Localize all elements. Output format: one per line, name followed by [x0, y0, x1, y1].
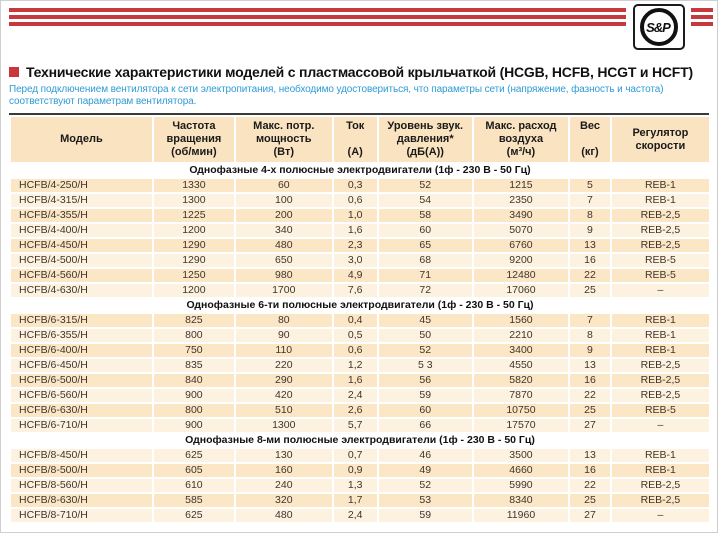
value-cell-weight: 16: [570, 464, 610, 477]
value-cell-reg: REB-1: [612, 194, 709, 207]
value-cell-weight: 25: [570, 494, 610, 507]
value-cell-weight: 22: [570, 269, 610, 282]
value-cell-noise: 52: [379, 344, 472, 357]
value-cell-power: 420: [236, 389, 332, 402]
value-cell-noise: 66: [379, 419, 472, 432]
table-row: [11, 224, 709, 237]
value-cell-reg: –: [612, 509, 709, 522]
value-cell-rpm: 1290: [154, 254, 234, 267]
value-cell-power: 340: [236, 224, 332, 237]
value-cell-airflow: 7870: [474, 389, 568, 402]
column-header-line: (кг): [581, 146, 599, 158]
value-cell-weight: 27: [570, 419, 610, 432]
value-cell-power: 100: [236, 194, 332, 207]
table-row: [11, 464, 709, 477]
value-cell-airflow: 1215: [474, 179, 568, 192]
value-cell-current: 1,7: [334, 494, 377, 507]
value-cell-weight: 13: [570, 449, 610, 462]
spec-table-wrapper: [9, 113, 709, 524]
table-row: [11, 419, 709, 432]
value-cell-rpm: 825: [154, 314, 234, 327]
value-cell-power: 220: [236, 359, 332, 372]
model-cell: HCFB/6-355/H: [11, 329, 152, 342]
value-cell-reg: REB-1: [612, 179, 709, 192]
column-header-reg: [612, 117, 709, 162]
value-cell-reg: REB-2,5: [612, 239, 709, 252]
value-cell-current: 7,6: [334, 284, 377, 297]
value-cell-reg: REB-5: [612, 269, 709, 282]
value-cell-airflow: 6760: [474, 239, 568, 252]
value-cell-power: 160: [236, 464, 332, 477]
model-cell: HCFB/6-560/H: [11, 389, 152, 402]
model-cell: HCFB/4-500/H: [11, 254, 152, 267]
model-cell: HCFB/4-250/H: [11, 179, 152, 192]
value-cell-power: 480: [236, 509, 332, 522]
value-cell-rpm: 840: [154, 374, 234, 387]
table-row: [11, 449, 709, 462]
value-cell-power: 80: [236, 314, 332, 327]
model-cell: HCFB/8-710/H: [11, 509, 152, 522]
value-cell-current: 2,4: [334, 389, 377, 402]
value-cell-power: 1700: [236, 284, 332, 297]
model-cell: HCFB/8-630/H: [11, 494, 152, 507]
value-cell-airflow: 2210: [474, 329, 568, 342]
value-cell-reg: REB-1: [612, 329, 709, 342]
value-cell-noise: 59: [379, 509, 472, 522]
model-cell: HCFB/6-315/H: [11, 314, 152, 327]
value-cell-reg: REB-2,5: [612, 224, 709, 237]
model-cell: HCFB/8-500/H: [11, 464, 152, 477]
column-header-model: [11, 117, 152, 162]
section-header-row: [11, 434, 709, 447]
model-cell: HCFB/4-315/H: [11, 194, 152, 207]
value-cell-airflow: 12480: [474, 269, 568, 282]
value-cell-power: 510: [236, 404, 332, 417]
column-header-line: Модель: [60, 133, 103, 145]
value-cell-reg: –: [612, 284, 709, 297]
value-cell-power: 480: [236, 239, 332, 252]
value-cell-noise: 45: [379, 314, 472, 327]
value-cell-rpm: 1330: [154, 179, 234, 192]
value-cell-rpm: 900: [154, 419, 234, 432]
value-cell-power: 320: [236, 494, 332, 507]
table-row: [11, 494, 709, 507]
value-cell-power: 980: [236, 269, 332, 282]
model-cell: HCFB/6-630/H: [11, 404, 152, 417]
column-header-line: (А): [347, 146, 363, 158]
value-cell-current: 1,3: [334, 479, 377, 492]
value-cell-power: 240: [236, 479, 332, 492]
red-stripes-right: [691, 8, 713, 26]
model-cell: HCFB/6-400/H: [11, 344, 152, 357]
column-header-line: мощность: [256, 133, 312, 145]
column-header-airflow: [474, 117, 568, 162]
value-cell-power: 110: [236, 344, 332, 357]
table-row: [11, 209, 709, 222]
column-header-power: [236, 117, 332, 162]
value-cell-noise: 60: [379, 224, 472, 237]
sp-logo: [633, 4, 685, 50]
value-cell-noise: 68: [379, 254, 472, 267]
value-cell-power: 130: [236, 449, 332, 462]
value-cell-airflow: 10750: [474, 404, 568, 417]
value-cell-current: 0,5: [334, 329, 377, 342]
value-cell-weight: 5: [570, 179, 610, 192]
model-cell: HCFB/4-450/H: [11, 239, 152, 252]
value-cell-current: 2,4: [334, 509, 377, 522]
value-cell-current: 1,6: [334, 224, 377, 237]
value-cell-weight: 7: [570, 194, 610, 207]
column-header-line: (дБ(А)): [406, 146, 444, 158]
model-cell: HCFB/4-560/H: [11, 269, 152, 282]
value-cell-airflow: 3490: [474, 209, 568, 222]
column-header-line: Вес: [579, 120, 600, 132]
value-cell-noise: 50: [379, 329, 472, 342]
table-row: [11, 479, 709, 492]
value-cell-current: 1,6: [334, 374, 377, 387]
column-header-line: Ток: [346, 120, 365, 132]
value-cell-power: 1300: [236, 419, 332, 432]
red-stripes-left: [9, 8, 626, 26]
value-cell-airflow: 3400: [474, 344, 568, 357]
value-cell-noise: 60: [379, 404, 472, 417]
table-row: [11, 509, 709, 522]
value-cell-airflow: 17570: [474, 419, 568, 432]
column-header-rpm: [154, 117, 234, 162]
value-cell-airflow: 5820: [474, 374, 568, 387]
value-cell-noise: 46: [379, 449, 472, 462]
value-cell-noise: 59: [379, 389, 472, 402]
value-cell-noise: 56: [379, 374, 472, 387]
value-cell-airflow: 17060: [474, 284, 568, 297]
column-header-current: [334, 117, 377, 162]
title-row: [9, 64, 709, 80]
table-row: [11, 194, 709, 207]
table-row: [11, 359, 709, 372]
value-cell-reg: REB-1: [612, 314, 709, 327]
value-cell-rpm: 585: [154, 494, 234, 507]
value-cell-reg: REB-2,5: [612, 494, 709, 507]
model-cell: HCFB/8-450/H: [11, 449, 152, 462]
value-cell-noise: 58: [379, 209, 472, 222]
value-cell-airflow: 4660: [474, 464, 568, 477]
value-cell-rpm: 625: [154, 509, 234, 522]
section-header: Однофазные 4-х полюсные электродвигатели (1ф - 230 В - 50 Гц): [11, 164, 709, 177]
value-cell-current: 5,7: [334, 419, 377, 432]
column-header-line: Макс. расход: [485, 120, 557, 132]
value-cell-noise: 49: [379, 464, 472, 477]
column-header-line: Уровень звук.: [387, 120, 464, 132]
value-cell-reg: REB-1: [612, 449, 709, 462]
value-cell-rpm: 900: [154, 389, 234, 402]
value-cell-weight: 13: [570, 359, 610, 372]
value-cell-airflow: 8340: [474, 494, 568, 507]
value-cell-rpm: 800: [154, 329, 234, 342]
value-cell-current: 1,0: [334, 209, 377, 222]
column-header-line: Регулятор: [632, 126, 689, 139]
value-cell-airflow: 5070: [474, 224, 568, 237]
value-cell-weight: 22: [570, 389, 610, 402]
column-header-line: (об/мин): [171, 146, 217, 158]
value-cell-weight: 9: [570, 224, 610, 237]
table-row: [11, 254, 709, 267]
value-cell-weight: 25: [570, 404, 610, 417]
page-title: Технические характеристики моделей с пластмассовой крыльчаткой (HCGB, HCFB, HCGT и HCFT): [26, 64, 693, 80]
value-cell-rpm: 625: [154, 449, 234, 462]
value-cell-current: 0,4: [334, 314, 377, 327]
value-cell-noise: 54: [379, 194, 472, 207]
value-cell-power: 650: [236, 254, 332, 267]
value-cell-rpm: 800: [154, 404, 234, 417]
value-cell-power: 90: [236, 329, 332, 342]
value-cell-noise: 65: [379, 239, 472, 252]
spec-table: [9, 115, 711, 524]
value-cell-rpm: 750: [154, 344, 234, 357]
model-cell: HCFB/6-450/H: [11, 359, 152, 372]
table-row: [11, 314, 709, 327]
table-row: [11, 179, 709, 192]
value-cell-airflow: 5990: [474, 479, 568, 492]
column-header-line: давления*: [396, 133, 454, 145]
value-cell-reg: REB-5: [612, 254, 709, 267]
value-cell-rpm: 1200: [154, 284, 234, 297]
value-cell-rpm: 610: [154, 479, 234, 492]
column-header-line: вращения: [166, 133, 222, 145]
column-header-line: Макс. потр.: [253, 120, 315, 132]
table-row: [11, 239, 709, 252]
value-cell-current: 0,7: [334, 449, 377, 462]
column-header-line: скорости: [635, 139, 686, 152]
value-cell-rpm: 1250: [154, 269, 234, 282]
value-cell-airflow: 4550: [474, 359, 568, 372]
value-cell-current: 0,3: [334, 179, 377, 192]
top-banner: [1, 1, 717, 53]
value-cell-reg: REB-2,5: [612, 374, 709, 387]
value-cell-airflow: 11960: [474, 509, 568, 522]
section-header: Однофазные 8-ми полюсные электродвигатели (1ф - 230 В - 50 Гц): [11, 434, 709, 447]
value-cell-airflow: 1560: [474, 314, 568, 327]
section-header: Однофазные 6-ти полюсные электродвигатели (1ф - 230 В - 50 Гц): [11, 299, 709, 312]
value-cell-weight: 8: [570, 209, 610, 222]
column-header-line: воздуха: [498, 133, 544, 145]
column-header-line: [335, 133, 376, 146]
value-cell-weight: 7: [570, 314, 610, 327]
value-cell-current: 4,9: [334, 269, 377, 282]
table-row: [11, 374, 709, 387]
table-row: [11, 284, 709, 297]
value-cell-rpm: 1225: [154, 209, 234, 222]
value-cell-reg: REB-2,5: [612, 389, 709, 402]
value-cell-current: 0,6: [334, 194, 377, 207]
column-header-line: (Вт): [273, 146, 295, 158]
model-cell: HCFB/8-560/H: [11, 479, 152, 492]
table-row: [11, 269, 709, 282]
value-cell-noise: 53: [379, 494, 472, 507]
value-cell-reg: REB-5: [612, 404, 709, 417]
column-header-weight: [570, 117, 610, 162]
value-cell-airflow: 9200: [474, 254, 568, 267]
value-cell-rpm: 835: [154, 359, 234, 372]
value-cell-current: 3,0: [334, 254, 377, 267]
spec-table-body: [11, 164, 709, 522]
value-cell-noise: 71: [379, 269, 472, 282]
value-cell-reg: REB-2,5: [612, 359, 709, 372]
value-cell-power: 200: [236, 209, 332, 222]
value-cell-reg: –: [612, 419, 709, 432]
value-cell-weight: 16: [570, 374, 610, 387]
value-cell-noise: 5 3: [379, 359, 472, 372]
value-cell-current: 2,3: [334, 239, 377, 252]
value-cell-current: 1,2: [334, 359, 377, 372]
value-cell-rpm: 1290: [154, 239, 234, 252]
value-cell-rpm: 1300: [154, 194, 234, 207]
value-cell-rpm: 1200: [154, 224, 234, 237]
column-header-noise: [379, 117, 472, 162]
value-cell-reg: REB-2,5: [612, 209, 709, 222]
value-cell-airflow: 2350: [474, 194, 568, 207]
table-row: [11, 344, 709, 357]
value-cell-reg: REB-2,5: [612, 479, 709, 492]
value-cell-rpm: 605: [154, 464, 234, 477]
model-cell: HCFB/6-710/H: [11, 419, 152, 432]
table-row: [11, 389, 709, 402]
warning-subtitle: Перед подключением вентилятора к сети электропитания, необходимо удостовериться, что параметры сети (напряжение, фазность и частота) соответствуют параметрам вентилятора.: [9, 84, 664, 107]
value-cell-weight: 8: [570, 329, 610, 342]
section-header-row: [11, 164, 709, 177]
value-cell-reg: REB-1: [612, 344, 709, 357]
value-cell-weight: 22: [570, 479, 610, 492]
value-cell-noise: 52: [379, 479, 472, 492]
sp-logo-circle-icon: [640, 8, 678, 46]
model-cell: HCFB/4-400/H: [11, 224, 152, 237]
value-cell-weight: 27: [570, 509, 610, 522]
table-row: [11, 329, 709, 342]
red-square-bullet-icon: [9, 67, 19, 77]
header-row: [11, 117, 709, 162]
value-cell-reg: REB-1: [612, 464, 709, 477]
section-header-row: [11, 299, 709, 312]
value-cell-current: 2,6: [334, 404, 377, 417]
value-cell-airflow: 3500: [474, 449, 568, 462]
value-cell-weight: 25: [570, 284, 610, 297]
value-cell-noise: 72: [379, 284, 472, 297]
column-header-line: [571, 133, 609, 146]
sp-logo-text: S&P: [646, 19, 670, 35]
value-cell-weight: 13: [570, 239, 610, 252]
model-cell: HCFB/4-630/H: [11, 284, 152, 297]
value-cell-noise: 52: [379, 179, 472, 192]
value-cell-power: 60: [236, 179, 332, 192]
model-cell: HCFB/6-500/H: [11, 374, 152, 387]
value-cell-current: 0,9: [334, 464, 377, 477]
model-cell: HCFB/4-355/H: [11, 209, 152, 222]
value-cell-weight: 16: [570, 254, 610, 267]
value-cell-weight: 9: [570, 344, 610, 357]
spec-table-header: [11, 117, 709, 162]
table-row: [11, 404, 709, 417]
value-cell-current: 0,6: [334, 344, 377, 357]
column-header-line: Частота: [172, 120, 216, 132]
column-header-line: (м³/ч): [506, 146, 536, 158]
value-cell-power: 290: [236, 374, 332, 387]
